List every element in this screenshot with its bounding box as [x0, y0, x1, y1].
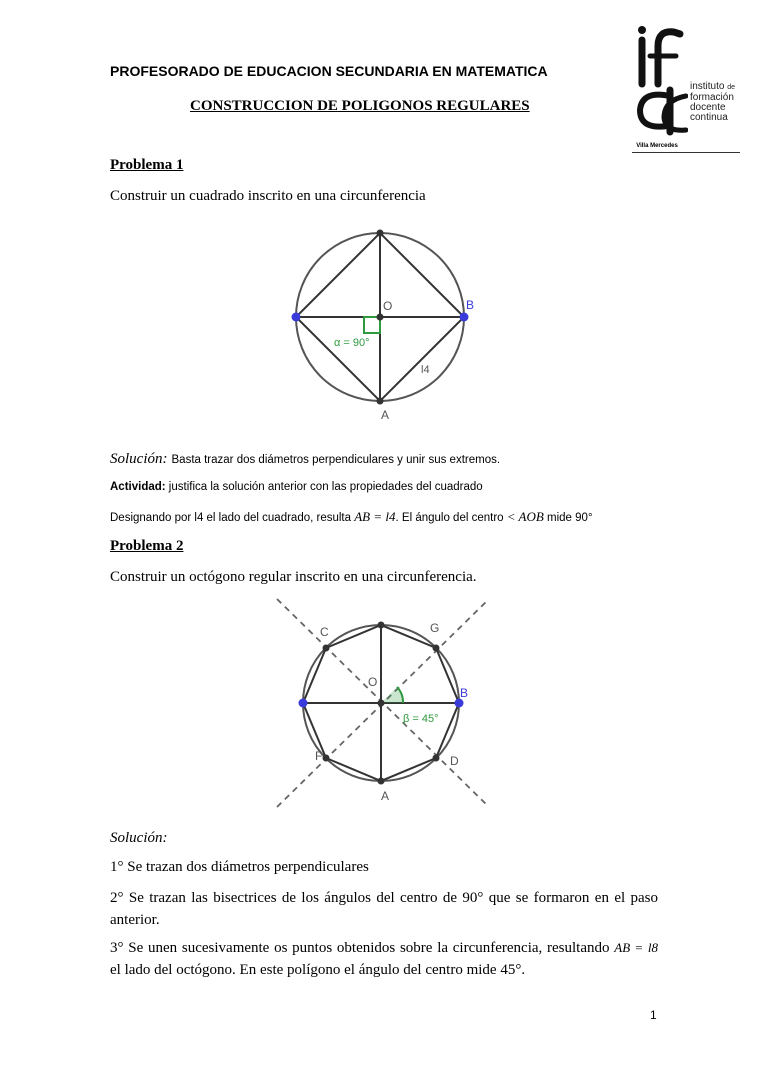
label-b: B	[466, 298, 475, 312]
logo-divider	[632, 152, 740, 153]
page-number: 1	[650, 1008, 657, 1022]
label-b: B	[460, 686, 469, 700]
document-subtitle: CONSTRUCCION DE POLIGONOS REGULARES	[190, 98, 530, 114]
note-part1: Designando por l4 el lado del cuadrado, resulta	[110, 512, 352, 524]
top-vertex-point	[377, 230, 384, 237]
label-o: O	[383, 299, 393, 313]
problem2-step3	[110, 937, 658, 981]
note-math1: AB = l4	[354, 509, 396, 524]
logo-place: Villa Mercedes	[636, 143, 678, 149]
step3-part2: el lado del octógono. En este polígono el ángulo del centro mide 45°.	[110, 962, 526, 978]
label-f: F	[315, 749, 323, 763]
problem1-heading: Problema 1	[110, 157, 184, 173]
octagon-figure	[265, 595, 495, 815]
problem1-statement: Construir un cuadrado inscrito en una circunferencia	[110, 188, 426, 204]
point-c	[323, 645, 330, 652]
label-a: A	[381, 789, 390, 803]
step3-part1: 3° Se unen sucesivamente os puntos obtenidos sobre la circunferencia, resultando	[110, 940, 610, 956]
note-part2: . El ángulo del centro	[395, 512, 504, 524]
point-g	[433, 645, 440, 652]
label-c: C	[320, 625, 329, 639]
point-a	[377, 398, 384, 405]
problem1-solution	[110, 450, 500, 468]
side-l4-label: l4	[421, 364, 430, 376]
problem2-solution-label: Solución:	[110, 830, 168, 846]
center-point-o	[377, 314, 384, 321]
logo-line1: instituto	[690, 81, 725, 92]
square-figure	[280, 225, 480, 425]
angle-beta-label: β = 45°	[403, 713, 439, 725]
logo-text	[690, 82, 735, 123]
note-part3: mide 90°	[547, 512, 593, 524]
label-g: G	[430, 621, 440, 635]
document-title: PROFESORADO DE EDUCACION SECUNDARIA EN MATEMATICA	[110, 63, 548, 79]
problem2-statement: Construir un octógono regular inscrito en una circunferencia.	[110, 569, 477, 585]
ifdc-monogram-icon	[628, 26, 688, 138]
logo-line4: continua	[690, 112, 728, 123]
note-math2: < AOB	[506, 509, 544, 524]
logo-line3: docente	[690, 102, 726, 113]
solution-label: Solución:	[110, 451, 168, 467]
label-a: A	[381, 408, 390, 422]
center-point-o	[378, 700, 385, 707]
problem1-activity	[110, 481, 483, 493]
activity-label: Actividad:	[110, 481, 166, 493]
logo-line2: formación	[690, 92, 734, 103]
problem1-note	[110, 509, 593, 525]
angle-alpha-label: α = 90°	[334, 337, 370, 349]
point-b	[460, 313, 469, 322]
activity-text: justifica la solución anterior con las propiedades del cuadrado	[168, 481, 483, 493]
label-d: D	[450, 754, 459, 768]
institute-logo	[628, 26, 740, 156]
point-a	[378, 778, 385, 785]
logo-line1-suffix: de	[727, 84, 736, 91]
step3-math2: l8	[647, 940, 659, 955]
step3-math1: AB =	[614, 940, 644, 955]
problem2-step2: 2° Se trazan las bisectrices de los ángulos del centro de 90° que se formaron en el paso anterior.	[110, 890, 658, 928]
problem2-step1: 1° Se trazan dos diámetros perpendiculares	[110, 859, 369, 875]
label-o: O	[368, 675, 378, 689]
left-vertex-point	[292, 313, 301, 322]
problem2-heading: Problema 2	[110, 538, 184, 554]
top-vertex-point	[378, 622, 385, 629]
point-f	[323, 755, 330, 762]
solution-text: Basta trazar dos diámetros perpendiculares y unir sus extremos.	[171, 454, 501, 466]
point-d	[433, 755, 440, 762]
left-vertex-point	[299, 699, 308, 708]
